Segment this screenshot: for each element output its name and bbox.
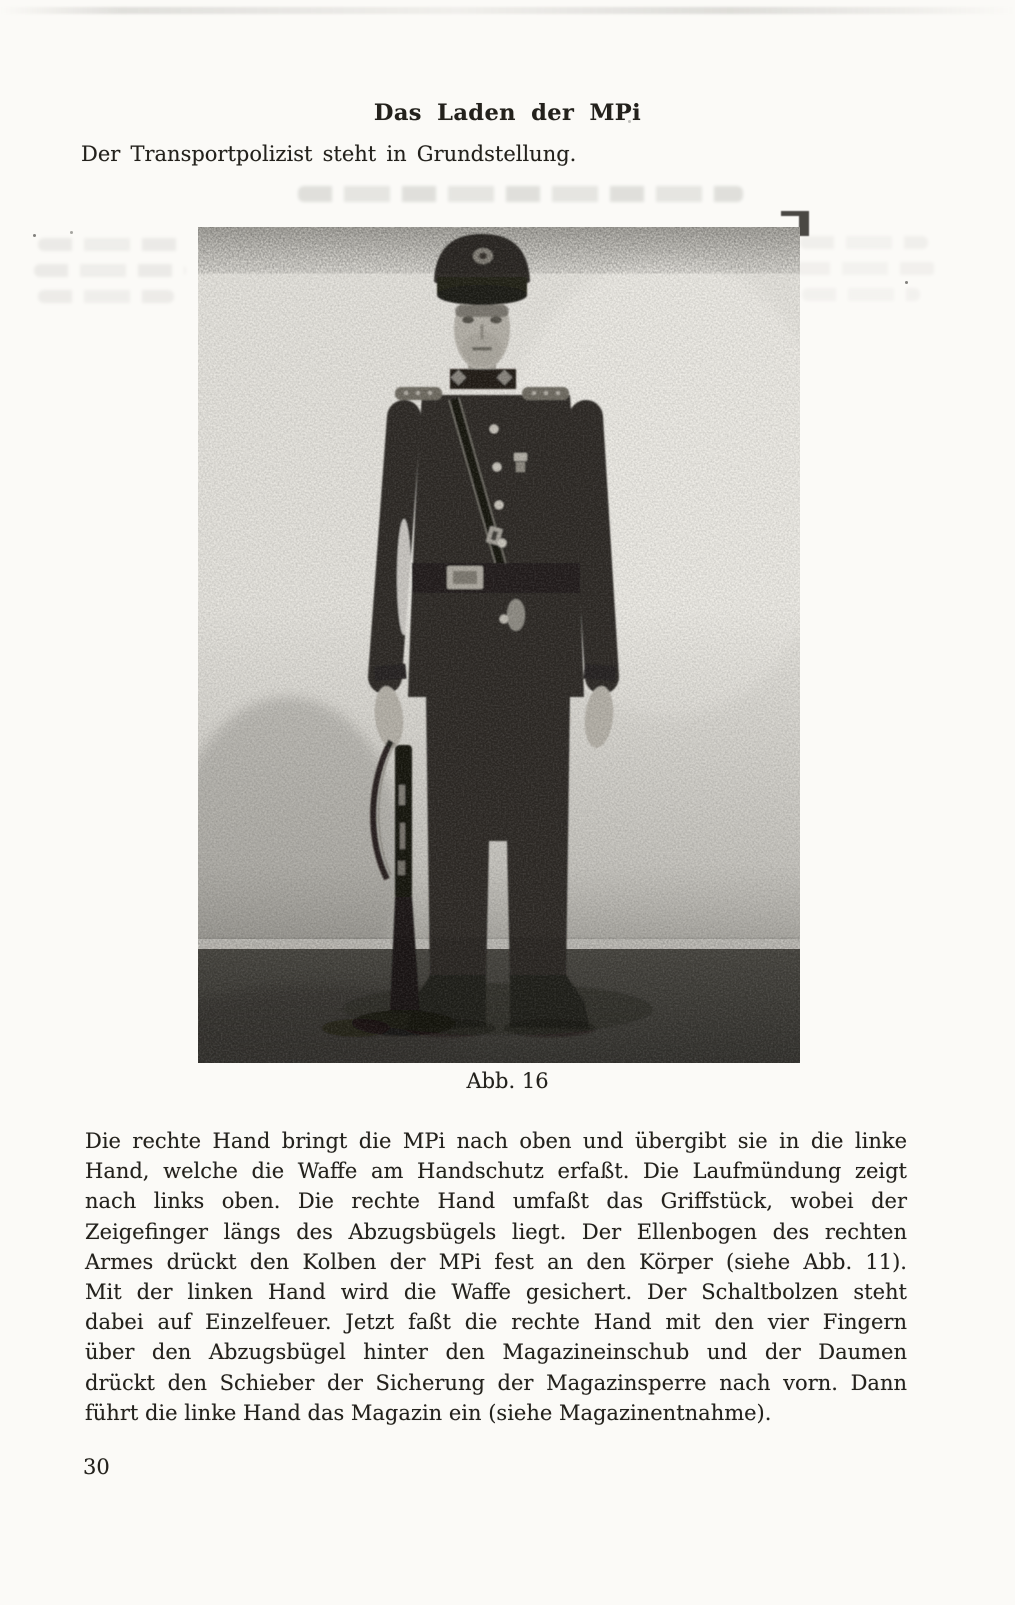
bleed-through-smudge [800, 236, 928, 249]
bleed-through-smudge [34, 264, 186, 277]
body-line: Armes drückt den Kolben der MPi fest an den Körper (siehe Abb. 11). [85, 1249, 907, 1274]
soldier-photo [198, 227, 800, 1063]
body-line: über den Abzugsbügel hinter den Magazineinschub und der Daumen [85, 1340, 907, 1365]
scan-speck [70, 231, 73, 234]
bleed-through-smudge [38, 238, 184, 251]
scan-speck [905, 281, 908, 284]
photo-figure [198, 227, 800, 1063]
body-line: Zeigefinger längs des Abzugsbügels liegt. Der Ellenbogen des rechten [85, 1219, 907, 1244]
body-line: nach links oben. Die rechte Hand umfaßt das Griffstück, wobei der [85, 1189, 907, 1214]
caption-row [0, 1069, 1015, 1093]
bleed-through-smudge [298, 186, 743, 202]
body-line: dabei auf Einzelfeuer. Jetzt faßt die rechte Hand mit den vier Fingern [85, 1310, 907, 1335]
bleed-through-smudge [796, 262, 936, 275]
scan-streak-artifact [0, 7, 1015, 14]
body-paragraph [85, 1126, 907, 1428]
scan-speck [33, 234, 36, 237]
body-line: Die rechte Hand bringt die MPi nach oben und übergibt sie in die linke [85, 1129, 907, 1153]
figure-caption: Abb. 16 [466, 1069, 549, 1093]
page-title: Das Laden der MPi [373, 100, 642, 126]
bleed-through-smudge [802, 288, 920, 301]
bleed-through-smudge [38, 290, 174, 303]
body-line: Mit der linken Hand wird die Waffe gesichert. Der Schaltbolzen steht [85, 1280, 907, 1305]
intro-line: Der Transportpolizist steht in Grundstellung. [81, 142, 577, 166]
body-line: führt die linke Hand das Magazin ein (siehe Magazinentnahme). [85, 1400, 772, 1425]
body-line: drückt den Schieber der Sicherung der Magazinsperre nach vorn. Dann [85, 1370, 907, 1395]
body-line: Hand, welche die Waffe am Handschutz erfaßt. Die Laufmündung zeigt [85, 1159, 907, 1184]
page-number: 30 [83, 1455, 110, 1479]
